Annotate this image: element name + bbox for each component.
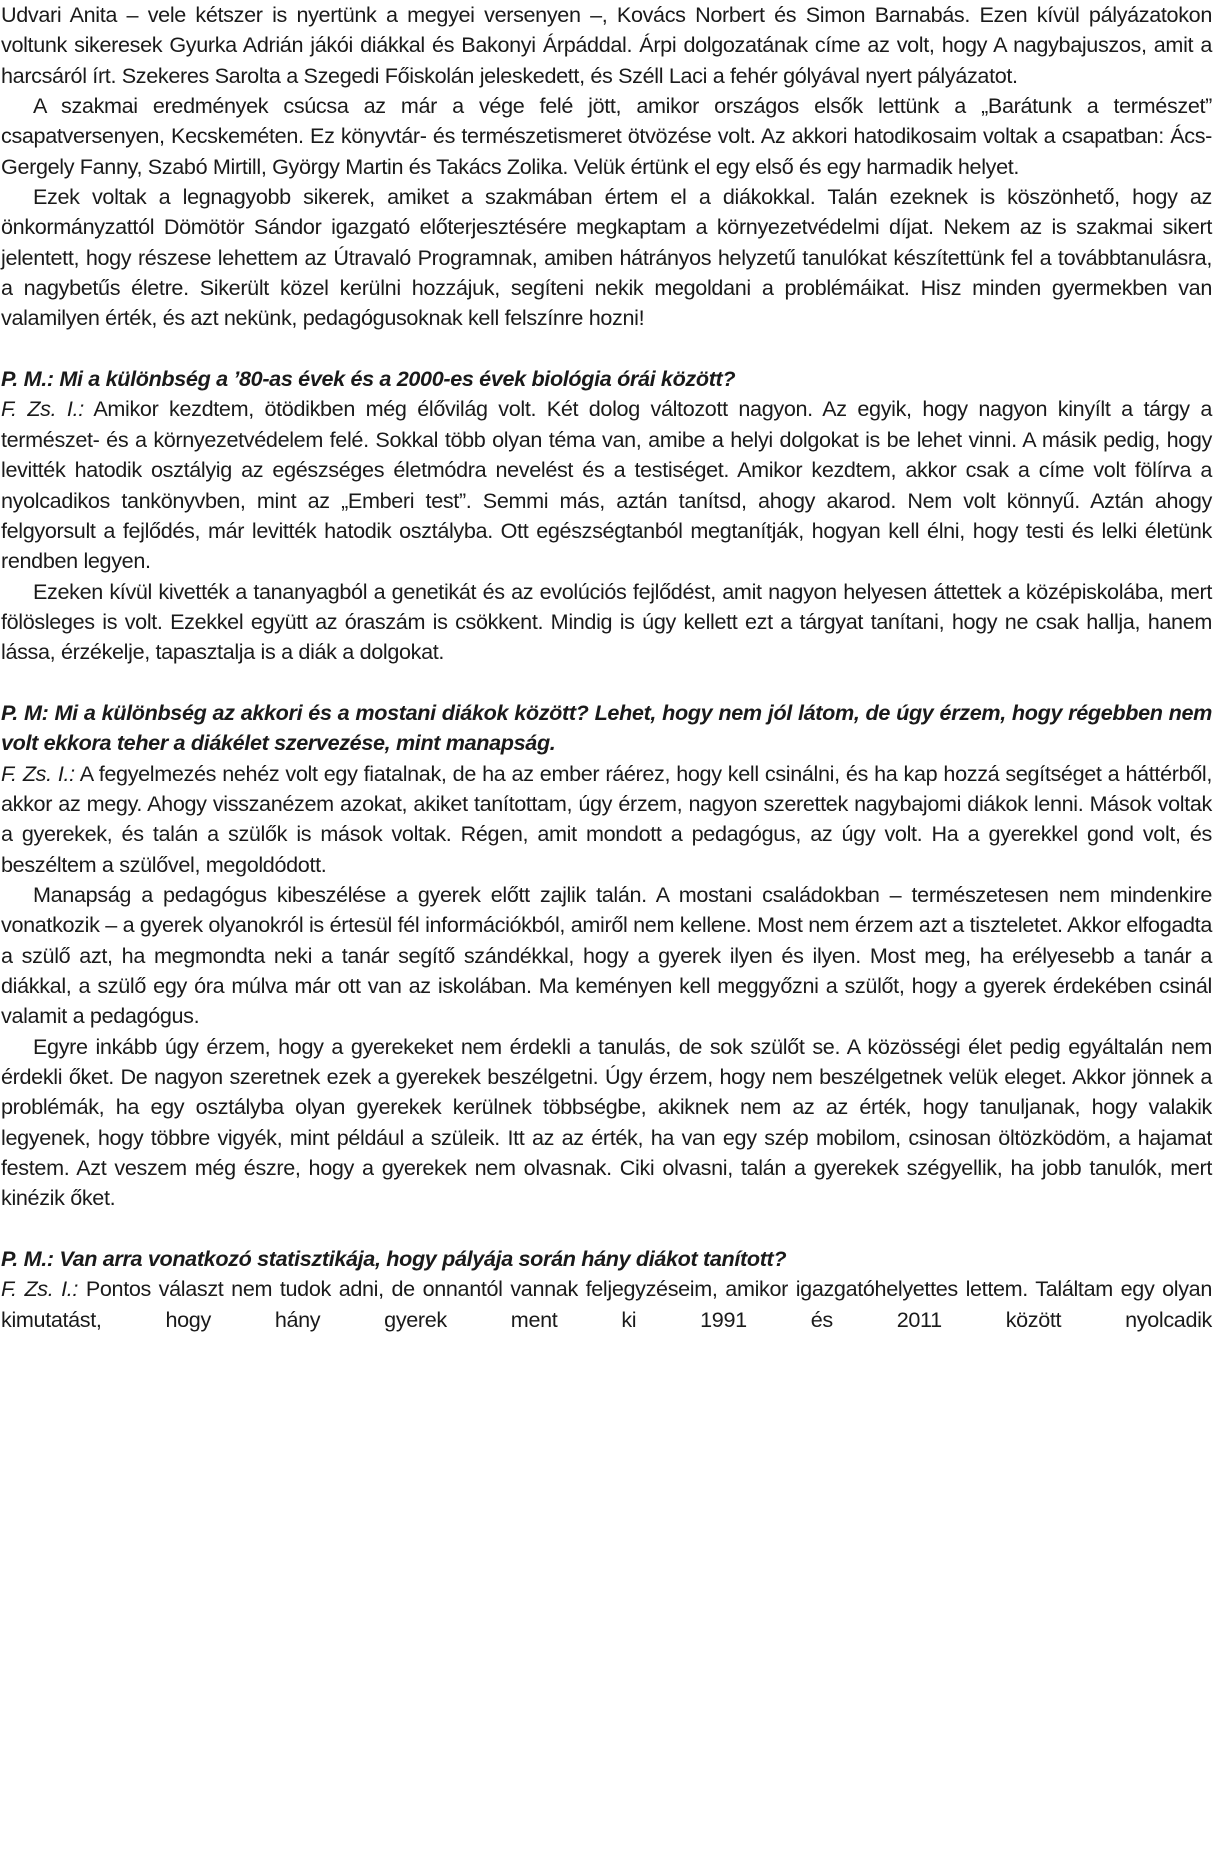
paragraph-students-awards: Udvari Anita – vele kétszer is nyertünk a megyei versenyen –, Kovács Norbert és Simon Barnabás. Ezen kívül pályázatokon voltunk sikeresek Gyurka Adrián jákói diákkal és Bakonyi Árpáddal. Árpi dolgozatának címe az volt, hogy A nagybajuszos, amit a harcsáról írt. Szekeres Sarolta a Szegedi Főiskolán jeleskedett, és Széll Laci a fehér gólyával nyert pályázatot. <box>1 2 1212 88</box>
interview-answer-students-difference <box>1 759 1212 880</box>
interview-answer-statistics <box>1 1274 1212 1335</box>
answer-text: A fegyelmezés nehéz volt egy fiatalnak, de ha az ember ráérez, hogy kell csinálni, és ha kap hozzá segítséget a háttérből, akkor az megy. Ahogy visszanézem azokat, akiket tanítottam, úgy érzem, nagyon szerettek nagybajomi diákok lenni. Mások voltak a gyerekek, és talán a szülők is mások voltak. Régen, amit mondott a pedagógus, az úgy volt. Ha a gyerekkel gond volt, és beszéltem a szülővel, megoldódott. <box>1 760 1212 877</box>
spacer <box>1 1214 1212 1244</box>
interview-answer-biology-lessons <box>1 394 1212 576</box>
spacer <box>1 668 1212 698</box>
interview-answer-continuation: Egyre inkább úgy érzem, hogy a gyerekeket nem érdekli a tanulás, de sok szülőt se. A közösségi élet pedig egyáltalán nem érdekli őket. De nagyon szeretnek ezek a gyerekek beszélgetni. Úgy érzem, hogy nem beszélgetnek velük eleget. Akkor jönnek a problémák, ha egy osztályba olyan gyerekek kerülnek többségbe, akiknek nem az az érték, hogy tanuljanak, hogy valakik legyenek, hogy többre vigyék, mint például a szüleik. Itt az az érték, ha van egy szép mobilom, csinosan öltözködöm, a hajamat festem. Azt veszem még észre, hogy a gyerekek nem olvasnak. Ciki olvasni, talán a gyerekek szégyellik, ha jobb tanulók, mert kinézik őket. <box>1 1033 1212 1211</box>
interview-answer-continuation: Ezeken kívül kivették a tananyagból a genetikát és az evolúciós fejlődést, amit nagyon helyesen áttettek a középiskolába, mert fölösleges is volt. Ezekkel együtt az óraszám is csökkent. Mindig is úgy kellett ezt a tárgyat tanítani, hogy ne csak hallja, hanem lássa, érzékelje, tapasztalja is a diák a dolgokat. <box>1 578 1212 665</box>
paragraph-national-win: A szakmai eredmények csúcsa az már a vége felé jött, amikor országos elsők lettünk a „Barátunk a természet” csapatversenyen, Kecskeméten. Ez könyvtár- és természetismeret ötvözése volt. Az akkori hatodikosaim voltak a csapatban: Ács-Gergely Fanny, Szabó Mirtill, György Martin és Takács Zolika. Velük értünk el egy első és egy harmadik helyet. <box>1 93 1212 179</box>
speaker-label: F. Zs. I.: <box>1 396 84 422</box>
answer-text: Pontos választ nem tudok adni, de onnantól vannak feljegyzéseim, amikor igazgatóhelyettes lettem. Találtam egy olyan kimutatást, hogy hány gyerek ment ki 1991 és 2011 között nyolcadik <box>1 1276 1212 1332</box>
interview-question-students-difference: P. M: Mi a különbség az akkori és a mostani diákok között? Lehet, hogy nem jól látom, de úgy érzem, hogy régebben nem volt ekkora teher a diákélet szervezése, mint manapság. <box>1 699 1212 756</box>
answer-text: Amikor kezdtem, ötödikben még élővilág volt. Két dolog változott nagyon. Az egyik, hogy nagyon kinyílt a tárgy a természet- és a környezetvédelem felé. Sokkal több olyan téma van, amibe a helyi dolgokat is be lehet vinni. A másik pedig, hogy levitték hatodik osztályig az egészséges életmódra nevelést és a testiséget. Amikor kezdtem, akkor csak a címe volt fölírva a nyolcadikos tankönyvben, mint az „Emberi test”. Semmi más, aztán tanítsd, ahogy akarod. Nem volt könnyű. Aztán ahogy felgyorsult a fejlődés, már levitték hatodik osztályba. Ott egészségtanból megtanítják, hogyan kell élni, hogy testi és lelki életünk rendben legyen. <box>1 396 1212 574</box>
spacer <box>1 334 1212 364</box>
interview-answer-continuation: Manapság a pedagógus kibeszélése a gyerek előtt zajlik talán. A mostani családokban – természetesen nem mindenkire vonatkozik – a gyerek olyanokról is értesül fél információkból, amiről nem kellene. Most nem érzem azt a tiszteletet. Akkor elfogadta a szülő azt, ha megmondta neki a tanár segítő szándékkal, hogy a gyerek ilyen és ilyen. Most meg, ha erélyesebb a tanár a diákkal, a szülő egy óra múlva már ott van az iskolában. Ma keményen kell meggyőzni a szülőt, hogy a gyerek érdekében csinál valamit a pedagógus. <box>1 881 1212 1029</box>
paragraph-greatest-successes: Ezek voltak a legnagyobb sikerek, amiket a szakmában értem el a diákokkal. Talán ezeknek is köszönhető, hogy az önkormányzattól Dömötör Sándor igazgató előterjesztésére megkaptam a környezetvédelmi díjat. Nekem az is szakmai sikert jelentett, hogy részese lehettem az Útravaló Programnak, amiben hátrányos helyzetű tanulókat készítettünk fel a továbbtanulásra, a nagybetűs életre. Sikerült közel kerülni hozzájuk, segíteni nekik megoldani a problémáikat. Hisz minden gyermekben van valamilyen érték, és azt nekünk, pedagógusoknak kell felszínre hozni! <box>1 184 1212 331</box>
interview-question-biology-lessons: P. M.: Mi a különbség a ’80-as évek és a 2000-es évek biológia órái között? <box>1 366 736 392</box>
speaker-label: F. Zs. I.: <box>1 1276 79 1302</box>
interview-question-statistics: P. M.: Van arra vonatkozó statisztikája, hogy pályája során hány diákot tanított? <box>1 1246 787 1272</box>
speaker-label: F. Zs. I.: <box>1 760 75 786</box>
